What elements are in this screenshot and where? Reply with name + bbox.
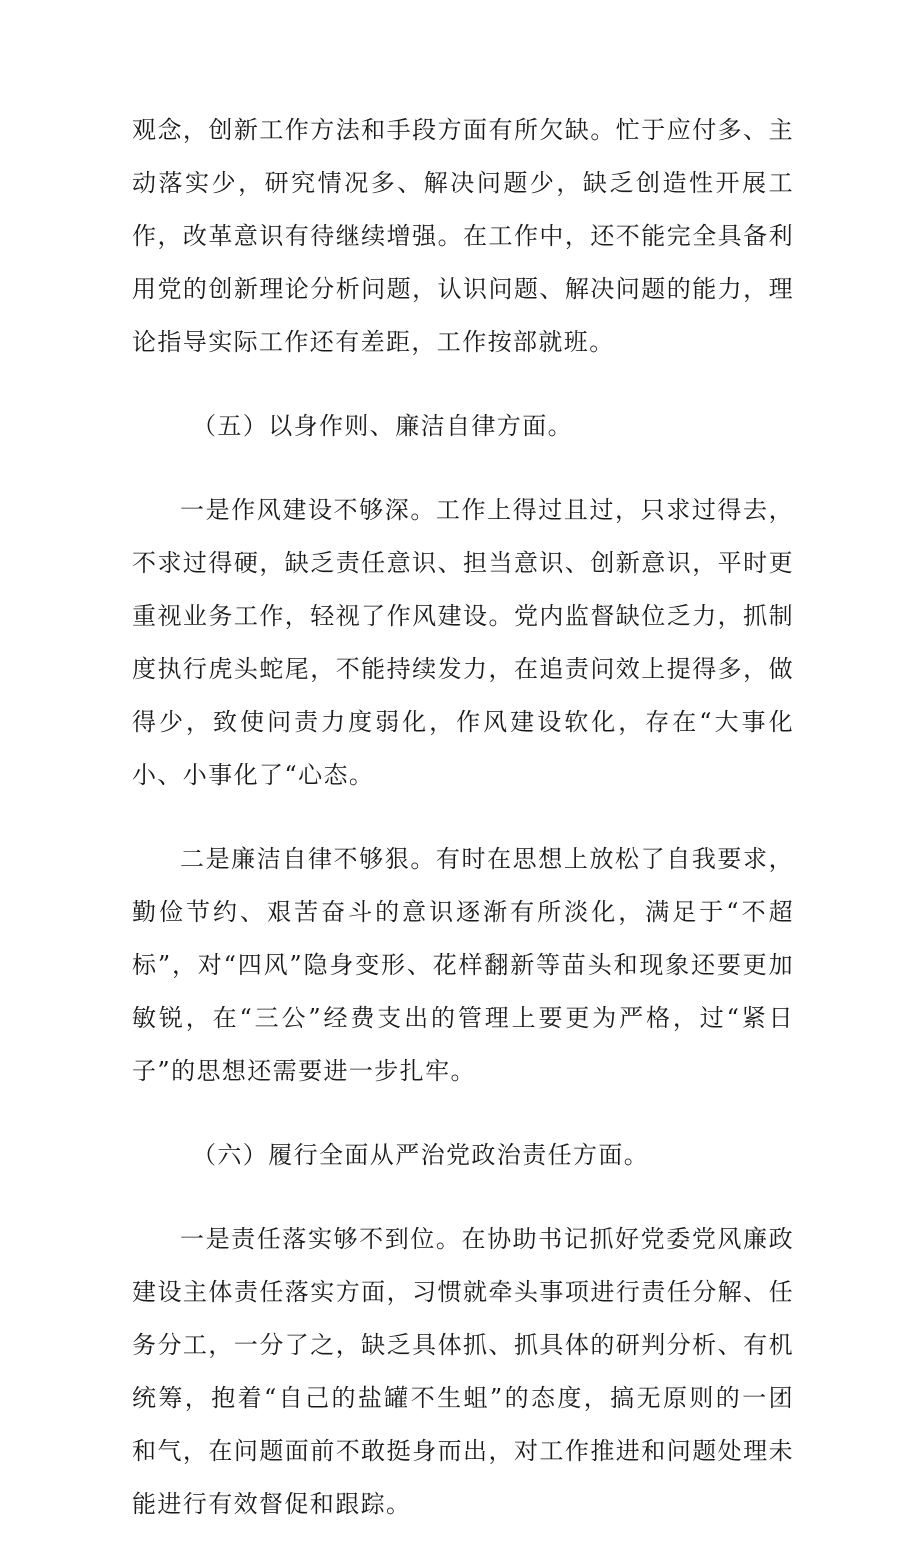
- paragraph-self-discipline: 二是廉洁自律不够狠。有时在思想上放松了自我要求，勤俭节约、艰苦奋斗的意识逐渐有所淡化，满足于“不超标”，对“四风”隐身变形、花样翻新等苗头和现象还要更加敏锐，在“三公”经费支出的管理上要更为严格，过“紧日子”的思想还需要进一步扎牢。: [132, 845, 794, 1085]
- paragraph-style-building: 一是作风建设不够深。工作上得过且过，只求过得去，不求过得硬，缺乏责任意识、担当意识、创新意识，平时更重视业务工作，轻视了作风建设。党内监督缺位乏力，抓制度执行虎头蛇尾，不能持续发力，在追责问效上提得多，做得少，致使问责力度弱化，作风建设软化，存在“大事化小、小事化了“心态。: [132, 496, 794, 789]
- section-heading-five: （五）以身作则、廉洁自律方面。: [192, 412, 573, 440]
- section-heading-six: （六）履行全面从严治党政治责任方面。: [192, 1141, 650, 1169]
- paragraph-continuation: 观念，创新工作方法和手段方面有所欠缺。忙于应付多、主动落实少，研究情况多、解决问题少，缺乏创造性开展工作，改革意识有待继续增强。在工作中，还不能完全具备利用党的创新理论分析问题，认识问题、解决问题的能力，理论指导实际工作还有差距，工作按部就班。: [132, 116, 794, 356]
- document-body: [132, 104, 794, 1562]
- paragraph-responsibility: 一是责任落实够不到位。在协助书记抓好党委党风廉政建设主体责任落实方面，习惯就牵头事项进行责任分解、任务分工，一分了之，缺乏具体抓、抓具体的研判分析、有机统筹，抱着“自己的盐罐不生蛆”的态度，搞无原则的一团和气，在问题面前不敢挺身而出，对工作推进和问题处理未能进行有效督促和跟踪。: [132, 1225, 794, 1518]
